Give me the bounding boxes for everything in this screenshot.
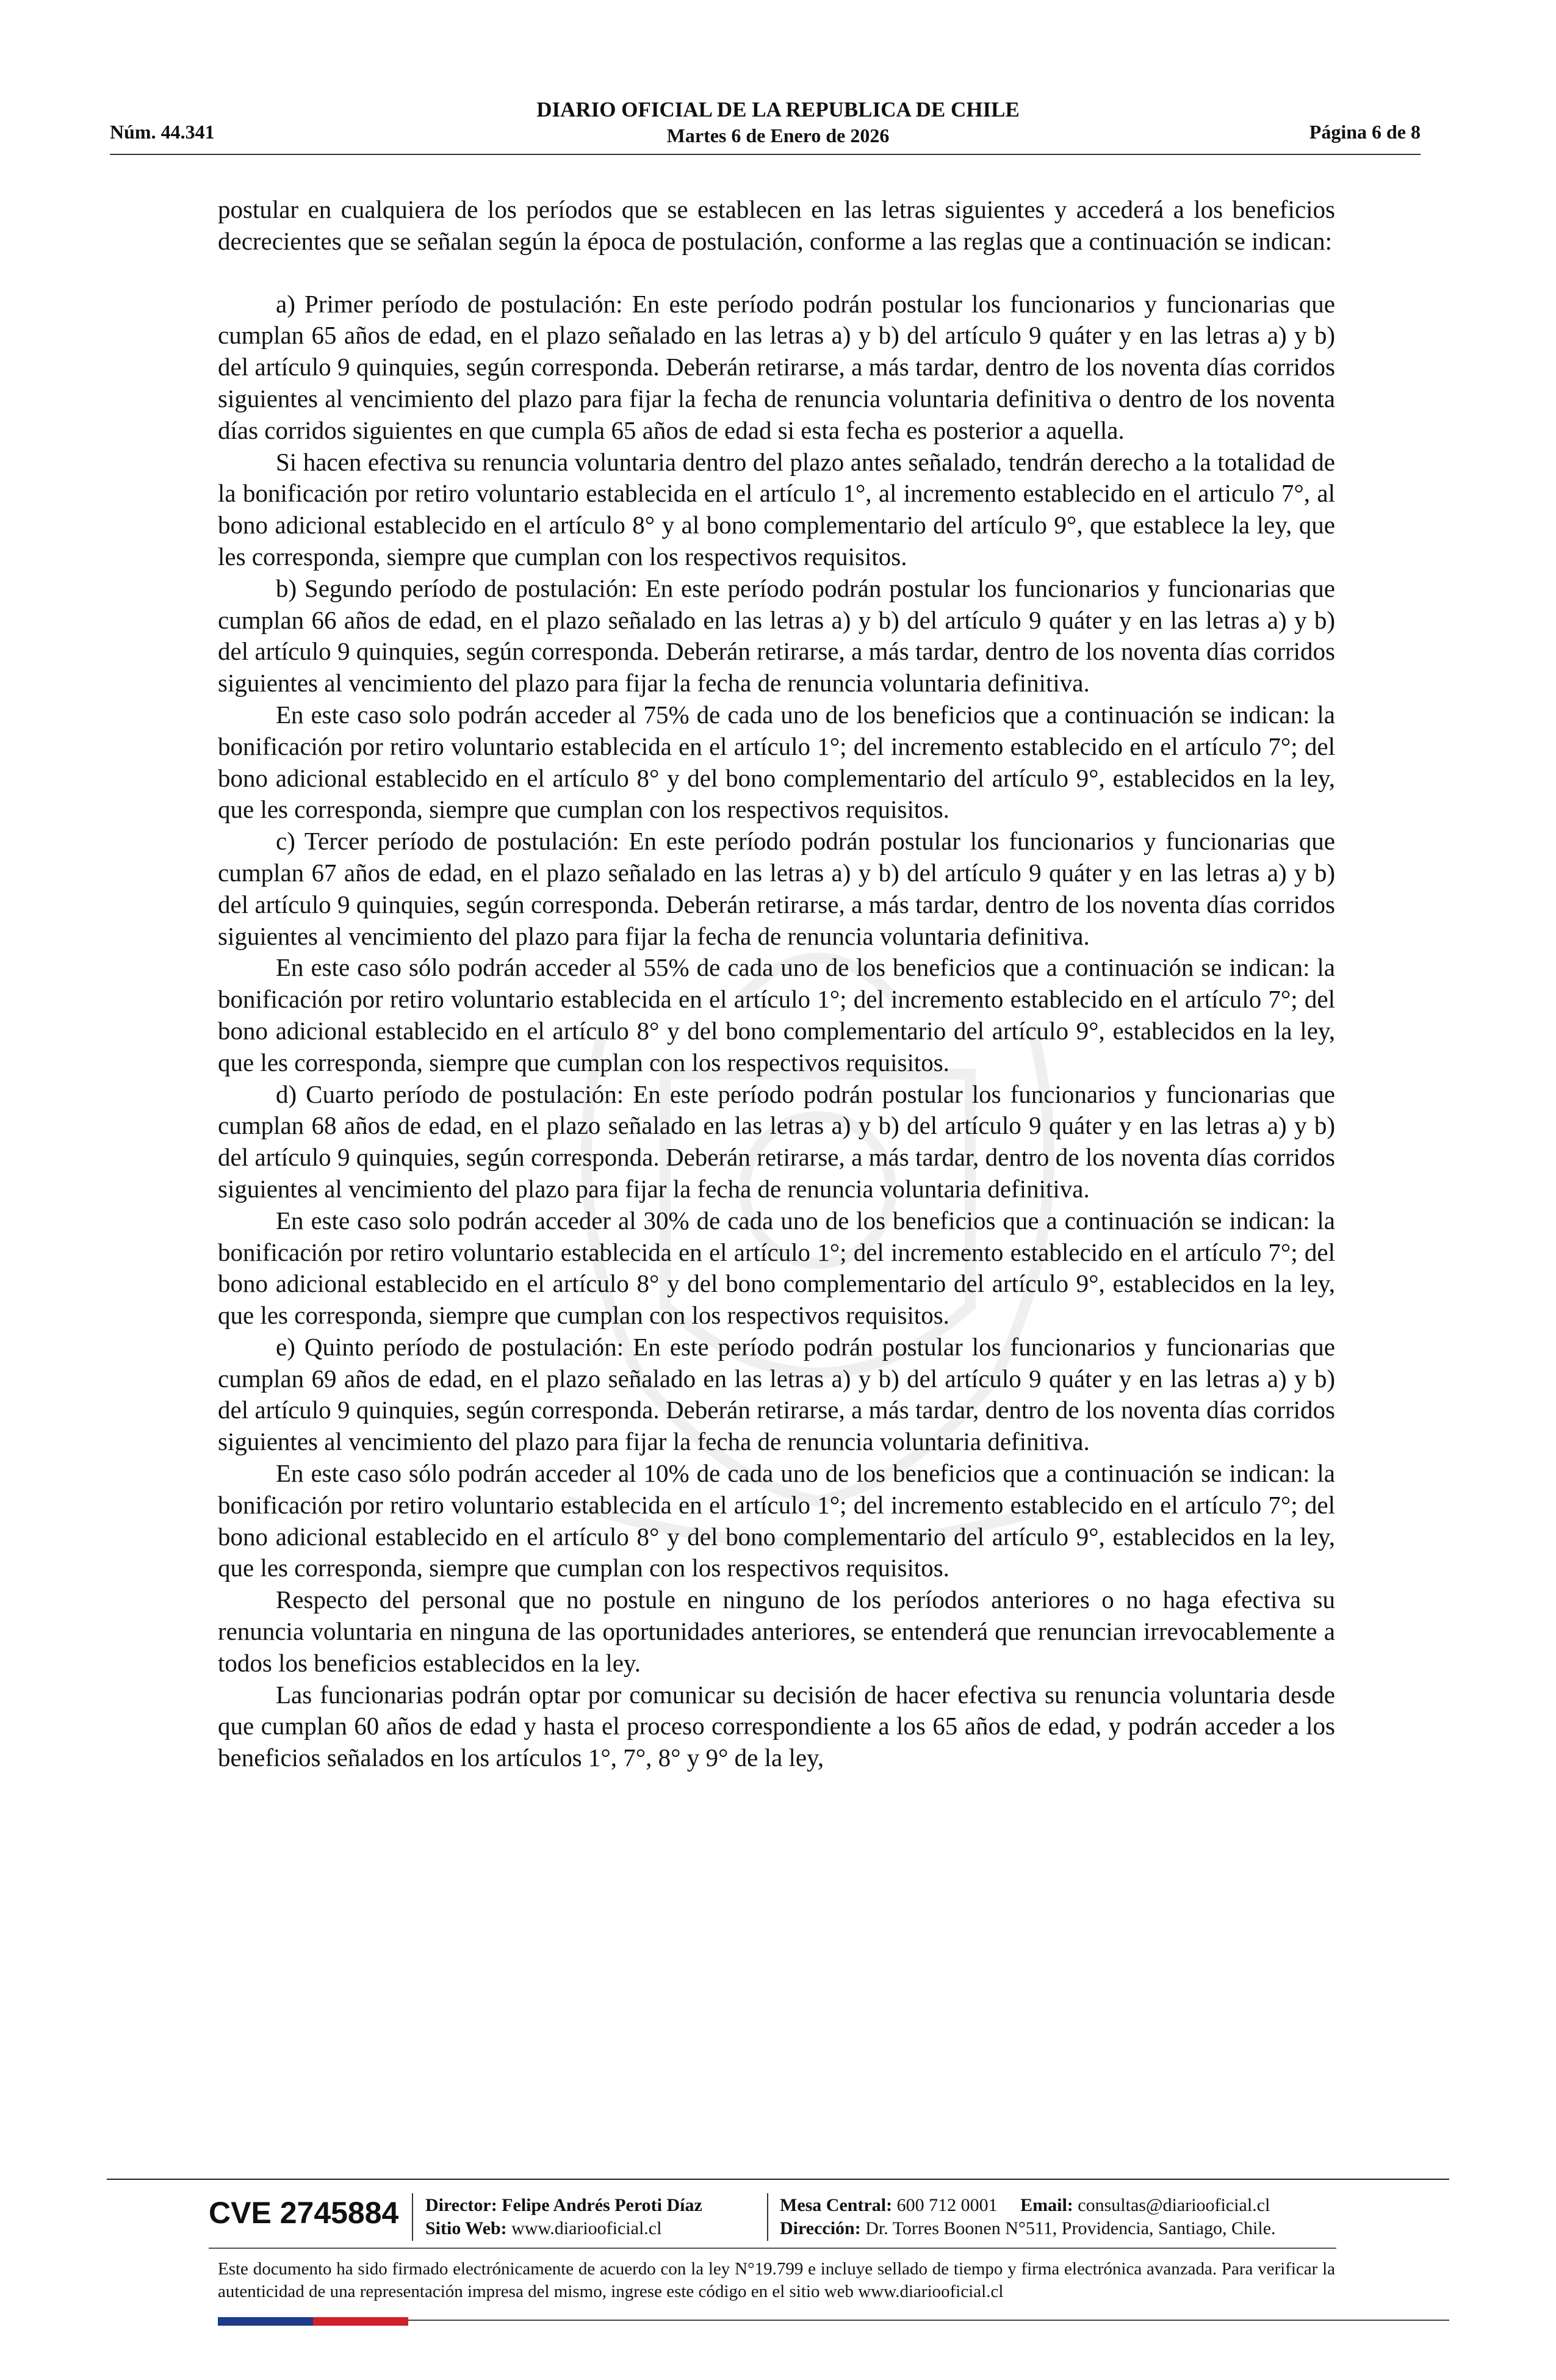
flag-bar-blue xyxy=(218,2317,313,2326)
issue-number: Núm. 44.341 xyxy=(110,121,215,143)
paragraph: d) Cuarto período de postulación: En este período podrán postular los funcionarios y funcionarias que cumplan 68 años de edad, en el plazo señalado en las letras a) y b) del artículo 9 quáter y en las letras a) y b) del artículo 9 quinquies, según corresponda. Deberán retirarse, a más tardar, dentro de los noventa días corridos siguientes al vencimiento del plazo para fijar la fecha de renuncia voluntaria definitiva. xyxy=(218,1080,1335,1203)
footer-inner-divider xyxy=(209,2248,1336,2249)
paragraph: a) Primer período de postulación: En este período podrán postular los funcionarios y funcionarias que cumplan 65 años de edad, en el plazo señalado en las letras a) y b) del artículo 9 quáter y en las letras a) y b) del artículo 9 quinquies, según corresponda. Deberán retirarse, a más tardar, dentro de los noventa días corridos siguientes al vencimiento del plazo para fijar la fecha de renuncia voluntaria definitiva o dentro de los noventa días corridos siguientes en que cumpla 65 años de edad si esta fecha es posterior a aquella. xyxy=(218,289,1335,444)
mesa-value: 600 712 0001 xyxy=(896,2195,998,2215)
paragraph: b) Segundo período de postulación: En este período podrán postular los funcionarios y funcionarias que cumplan 66 años de edad, en el plazo señalado en las letras a) y b) del artículo 9 quáter y en las letras a) y b) del artículo 9 quinquies, según corresponda. Deberán retirarse, a más tardar, dentro de los noventa días corridos siguientes al vencimiento del plazo para fijar la fecha de renuncia voluntaria definitiva. xyxy=(218,574,1335,698)
website-link[interactable]: www.diariooficial.cl xyxy=(511,2218,662,2238)
header-divider xyxy=(110,154,1421,155)
paragraph: En este caso solo podrán acceder al 30% de cada uno de los beneficios que a continuación se indican: la bonificación por retiro voluntario establecida en el artículo 1°; del incremento establecido en el artículo 7°; del bono adicional establecido en el artículo 8° y del bono complementario del artículo 9°, establecidos en la ley, que les corresponda, siempre que cumplan con los respectivos requisitos. xyxy=(218,1206,1335,1330)
address-line xyxy=(780,2217,1276,2240)
paragraph: En este caso sólo podrán acceder al 55% de cada uno de los beneficios que a continuación se indican: la bonificación por retiro voluntario establecida en el artículo 1°; del incremento establecido en el artículo 7°; del bono adicional establecido en el artículo 8° y del bono complementario del artículo 9°, establecidos en la ley, que les corresponda, siempre que cumplan con los respectivos requisitos. xyxy=(218,953,1335,1076)
flag-bar-red xyxy=(313,2317,408,2326)
cve-code: CVE 2745884 xyxy=(209,2196,399,2230)
director-label: Director: xyxy=(425,2195,497,2215)
email-label: Email: xyxy=(1020,2195,1073,2215)
website-line xyxy=(425,2217,661,2240)
document-body xyxy=(218,194,1335,1774)
email-link[interactable]: consultas@diariooficial.cl xyxy=(1078,2195,1270,2215)
paragraph: En este caso sólo podrán acceder al 10% de cada uno de los beneficios que a continuación se indican: la bonificación por retiro voluntario establecida en el artículo 1°; del incremento establecido en el artículo 7°; del bono adicional establecido en el artículo 8° y del bono complementario del artículo 9°, establecidos en la ley, que les corresponda, siempre que cumplan con los respectivos requisitos. xyxy=(218,1459,1335,1582)
paragraph: Las funcionarias podrán optar por comunicar su decisión de hacer efectiva su renuncia voluntaria desde que cumplan 60 años de edad y hasta el proceso correspondiente a los 65 años de edad, y podrán acceder a los beneficios señalados en los artículos 1°, 7°, 8° y 9° de la ley, xyxy=(218,1680,1335,1772)
website-label: Sitio Web: xyxy=(425,2218,507,2238)
publication-title: DIARIO OFICIAL DE LA REPUBLICA DE CHILE xyxy=(536,98,1020,121)
page-number: Página 6 de 8 xyxy=(1309,121,1421,143)
contact-line xyxy=(780,2194,1270,2217)
paragraph: e) Quinto período de postulación: En este período podrán postular los funcionarios y funcionarias que cumplan 69 años de edad, en el plazo señalado en las letras a) y b) del artículo 9 quáter y en las letras a) y b) del artículo 9 quinquies, según corresponda. Deberán retirarse, a más tardar, dentro de los noventa días corridos siguientes al vencimiento del plazo para fijar la fecha de renuncia voluntaria definitiva. xyxy=(218,1332,1335,1456)
publication-date: Martes 6 de Enero de 2026 xyxy=(666,124,890,146)
footer-separator xyxy=(767,2193,768,2241)
director-name: Felipe Andrés Peroti Díaz xyxy=(502,2195,702,2215)
paragraph: Respecto del personal que no postule en ninguno de los períodos anteriores o no haga efectiva su renuncia voluntaria en ninguna de las oportunidades anteriores, se entenderá que renuncian irrevocablemente a todos los beneficios establecidos en la ley. xyxy=(218,1585,1335,1677)
address-label: Dirección: xyxy=(780,2218,861,2238)
paragraph: c) Tercer período de postulación: En este período podrán postular los funcionarios y funcionarias que cumplan 67 años de edad, en el plazo señalado en las letras a) y b) del artículo 9 quáter y en las letras a) y b) del artículo 9 quinquies, según corresponda. Deberán retirarse, a más tardar, dentro de los noventa días corridos siguientes al vencimiento del plazo para fijar la fecha de renuncia voluntaria definitiva. xyxy=(218,827,1335,950)
paragraph: En este caso solo podrán acceder al 75% de cada uno de los beneficios que a continuación se indican: la bonificación por retiro voluntario establecida en el artículo 1°; del incremento establecido en el artículo 7°; del bono adicional establecido en el artículo 8° y del bono complementario del artículo 9°, establecidos en la ley, que les corresponda, siempre que cumplan con los respectivos requisitos. xyxy=(218,700,1335,824)
flag-bar-line xyxy=(408,2320,1449,2321)
footer-divider xyxy=(107,2179,1449,2180)
signature-notice: Este documento ha sido firmado electrónicamente de acuerdo con la ley N°19.799 e incluye sellado de tiempo y firma electrónica avanzada. Para verificar la autenticidad de una representación impresa del mismo, ingrese este código en el sitio web www.diariooficial.cl xyxy=(218,2259,1335,2301)
paragraph: Si hacen efectiva su renuncia voluntaria dentro del plazo antes señalado, tendrán derecho a la totalidad de la bonificación por retiro voluntario establecida en el artículo 1°, al incremento establecido en el articulo 7°, al bono adicional establecido en el artículo 8° y al bono complementario del artículo 9°, que establece la ley, que les corresponda, siempre que cumplan con los respectivos requisitos. xyxy=(218,447,1335,571)
mesa-label: Mesa Central: xyxy=(780,2195,893,2215)
paragraph: postular en cualquiera de los períodos que se establecen en las letras siguientes y accederá a los beneficios decrecientes que se señalan según la época de postulación, conforme a las reglas que a continuación se indican: xyxy=(218,195,1335,255)
address-value: Dr. Torres Boonen N°511, Providencia, Santiago, Chile. xyxy=(865,2218,1276,2238)
footer-separator xyxy=(412,2193,413,2241)
director-line xyxy=(425,2194,702,2217)
